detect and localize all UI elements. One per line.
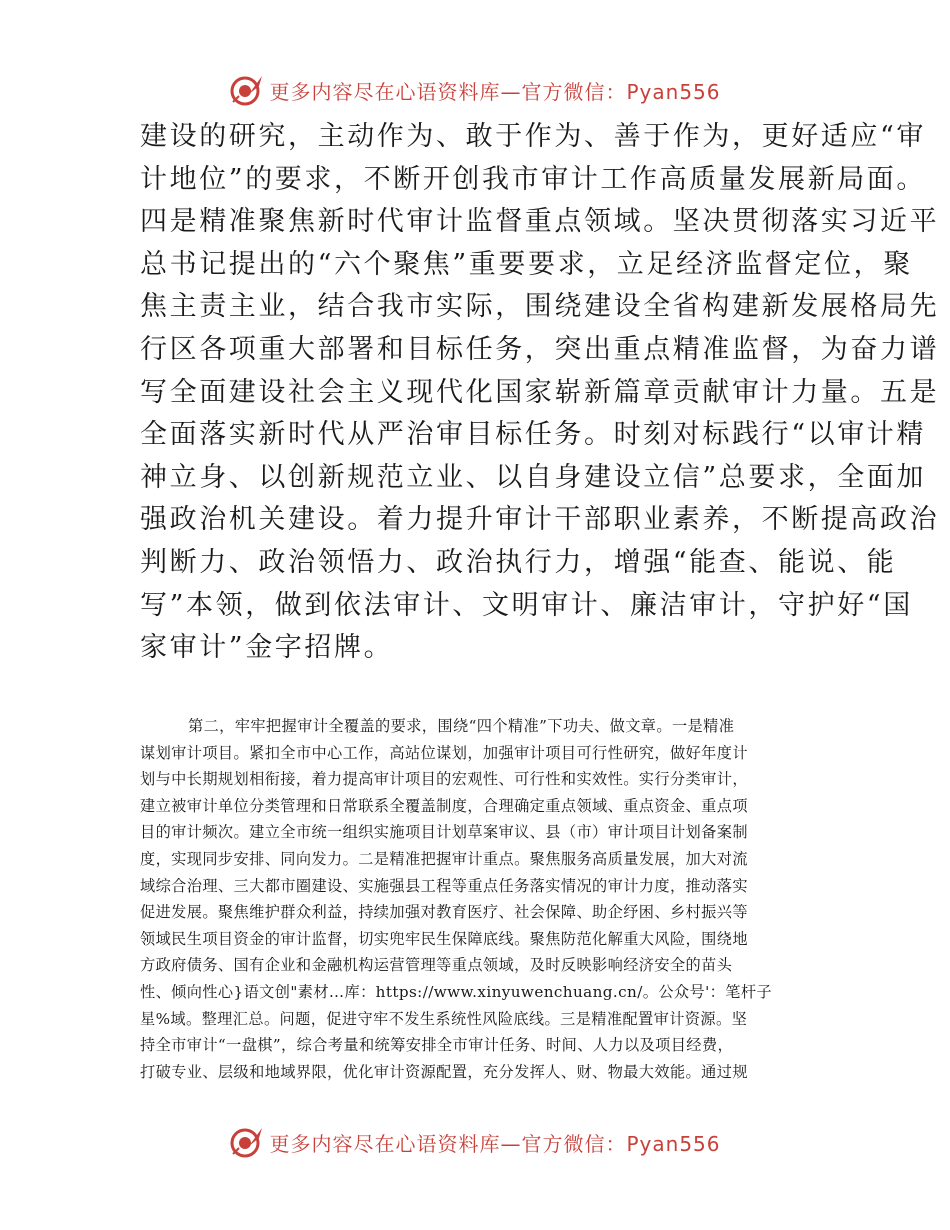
text-line: 计地位”的要求，不断开创我市审计工作高质量发展新局面。 bbox=[140, 163, 927, 195]
text-line: 建立被审计单位分类管理和日常联系全覆盖制度，合理确定重点领域、重点资金、重点项 bbox=[140, 796, 748, 815]
text-line: 域综合治理、三大都市圈建设、实施强县工程等重点任务落实情况的审计力度，推动落实 bbox=[140, 876, 748, 895]
text-line: 星%域。整理汇总。问题，促进守牢不发生系统性风险底线。三是精准配置审计资源。坚 bbox=[140, 1009, 748, 1028]
banner-text: 更多内容尽在心语资料库—官方微信：Pyan556 bbox=[269, 1131, 721, 1156]
text-line: 家审计”金字招牌。 bbox=[140, 632, 394, 664]
text-line: 判断力、政治领悟力、政治执行力，增强“能查、能说、能 bbox=[140, 546, 897, 578]
text-line: 目的审计频次。建立全市统一组织实施项目计划草案审议、县（市）审计项目计划备案制 bbox=[140, 823, 748, 842]
text-line: 神立身、以创新规范立业、以自身建设立信”总要求，全面加 bbox=[140, 461, 927, 493]
text-line: 建设的研究，主动作为、敢于作为、善于作为，更好适应“审 bbox=[140, 121, 927, 152]
text-line: 谋划审计项目。紧扣全市中心工作，高站位谋划，加强审计项目可行性研究，做好年度计 bbox=[140, 743, 748, 762]
text-line: 写”本领，做到依法审计、文明审计、廉洁审计，守护好“国 bbox=[140, 589, 913, 621]
text-line: 四是精准聚焦新时代审计监督重点领域。坚决贯彻落实习近平 bbox=[140, 206, 940, 238]
text-line: 全面落实新时代从严治审目标任务。时刻对标践行“以审计精 bbox=[140, 419, 927, 451]
text-line: 总书记提出的“六个聚焦”重要要求，立足经济监督定位，聚 bbox=[140, 248, 913, 280]
text-line: 促进发展。聚焦维护群众利益，持续加强对教育医疗、社会保障、助企纾困、乡村振兴等 bbox=[140, 903, 748, 922]
banner-text: 更多内容尽在心语资料库—官方微信：Pyan556 bbox=[269, 79, 721, 104]
text-line: 第二，牢牢把握审计全覆盖的要求，围绕“四个精准”下功夫、做文章。一是精准 bbox=[188, 717, 735, 735]
header-banner bbox=[0, 70, 950, 110]
text-line: 写全面建设社会主义现代化国家崭新篇章贡献审计力量。五是 bbox=[140, 376, 940, 408]
text-line: 划与中长期规划相衔接，着力提高审计项目的宏观性、可行性和实效性。实行分类审计， bbox=[140, 770, 748, 789]
footer-banner bbox=[0, 1122, 950, 1162]
text-line: 度，实现同步安排、同向发力。二是精准把握审计重点。聚焦服务高质量发展，加大对流 bbox=[140, 849, 748, 868]
quill-logo-icon bbox=[229, 72, 265, 108]
quill-logo-icon bbox=[229, 1124, 265, 1160]
text-line: 方政府债务、国有企业和金融机构运营管理等重点领域，及时反映影响经济安全的苗头 bbox=[140, 956, 733, 975]
text-line: 领域民生项目资金的审计监督，切实兜牢民生保障底线。聚焦防范化解重大风险，围绕地 bbox=[140, 929, 748, 948]
text-line: 性、倾向性心}语文创"素材…库：https://www.xinyuwenchuang.cn/。公众号'：笔杆子 bbox=[140, 982, 773, 1001]
text-line: 强政治机关建设。着力提升审计干部职业素养，不断提高政治 bbox=[140, 504, 940, 536]
small-text-block bbox=[140, 713, 816, 1085]
large-text-block bbox=[140, 116, 940, 670]
text-line: 行区各项重大部署和目标任务，突出重点精准监督，为奋力谱 bbox=[140, 333, 940, 365]
text-line: 焦主责主业，结合我市实际，围绕建设全省构建新发展格局先 bbox=[140, 291, 940, 323]
text-line: 打破专业、层级和地域界限，优化审计资源配置，充分发挥人、财、物最大效能。通过规 bbox=[140, 1062, 748, 1081]
text-line: 持全市审计“一盘棋”，综合考量和统筹安排全市审计任务、时间、人力以及项目经费， bbox=[140, 1036, 734, 1055]
